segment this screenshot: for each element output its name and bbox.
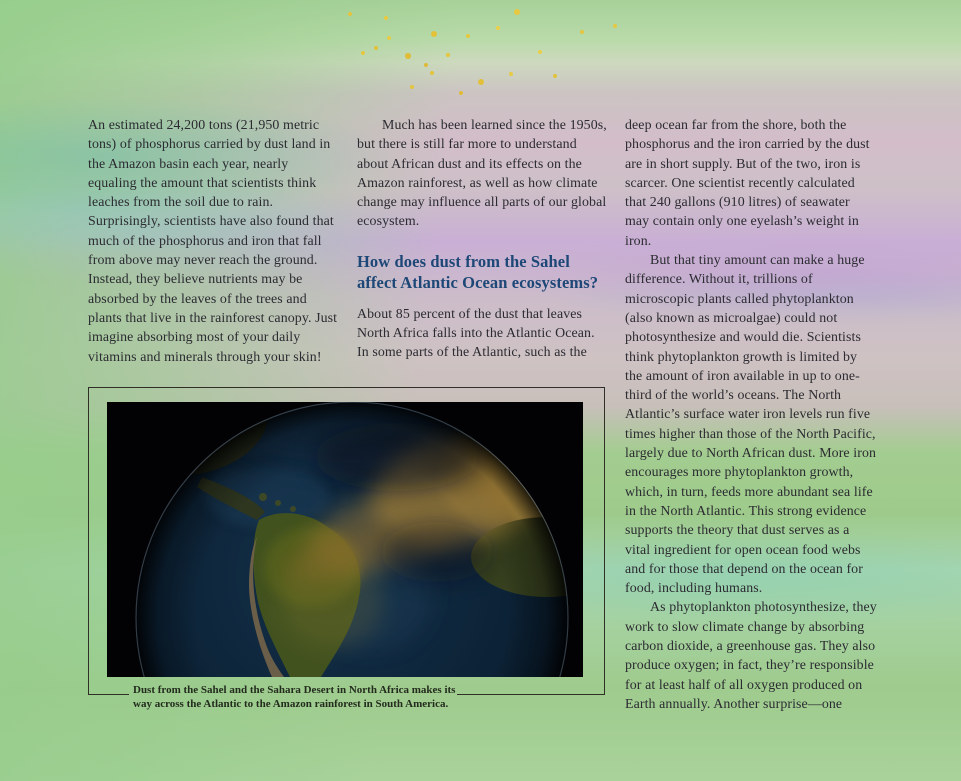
figure-border-bottom-left-segment [88, 694, 129, 695]
figure-caption: Dust from the Sahel and the Sahara Desert in North Africa makes its way across the Atlantic to the Amazon rainforest in South America. [133, 684, 456, 710]
earth-from-space-photo [107, 402, 583, 677]
body-paragraph: As phytoplankton photosynthesize, they work to slow climate change by absorbing carbon dioxide, a greenhouse gas. They also produce oxygen; in fact, they’re responsible for at least half of all oxygen produced on Earth annually. Another surprise—one [625, 600, 877, 712]
body-paragraph: Much has been learned since the 1950s, but there is still far more to understand about African dust and its effects on the Amazon rainforest, as well as how climate change may influence all parts of our global ecosystem. [357, 118, 607, 230]
section-heading: How does dust from the Sahel affect Atlantic Ocean ecosystems? [357, 251, 599, 292]
body-paragraph: deep ocean far from the shore, both the phosphorus and the iron carried by the dust are in short supply. But of the two, iron is scarcer. One scientist recently calculated that 240 gallons (910 litres) of seawater may contain only one eyelash’s weight in iron. [625, 118, 870, 249]
text-column-2 [357, 116, 609, 363]
paint-speckles-decoration [348, 12, 352, 16]
text-column-3 [625, 116, 877, 714]
body-paragraph: An estimated 24,200 tons (21,950 metric tons) of phosphorus carried by dust land in the Amazon basin each year, nearly equaling the amount that scientists think leaches from the soil due to rain. Surprisingly, scientists have also found that much of the phosphorus and iron that fall from above may never reach the ground. Instead, they believe nutrients may be absorbed by the leaves of the trees and plants that live in the rainforest canopy. Just imagine absorbing most of your daily vitamins and minerals through your skin! [88, 118, 338, 365]
figure-border-bottom-right-segment [457, 694, 604, 695]
earth-globe-illustration [107, 402, 583, 677]
body-paragraph: About 85 percent of the dust that leaves North Africa falls into the Atlantic Ocean. In some parts of the Atlantic, such as the [357, 306, 595, 361]
text-column-1 [88, 116, 340, 367]
body-paragraph: But that tiny amount can make a huge difference. Without it, trillions of microscopic plants called phytoplankton (also known as microalgae) could not photosynthesize and would die. Scientists think phytoplankton growth is limited by the amount of iron available in up to one-third of the world’s oceans. The North Atlantic’s surface water iron levels run five times higher than those of the North Pacific, largely due to North African dust. More iron encourages more phytoplankton growth, which, in turn, feeds more abundant sea life in the North Atlantic. This strong evidence supports the theory that dust serves as a vital ingredient for open ocean food webs and for those that depend on the ocean for food, including humans. [625, 253, 877, 597]
